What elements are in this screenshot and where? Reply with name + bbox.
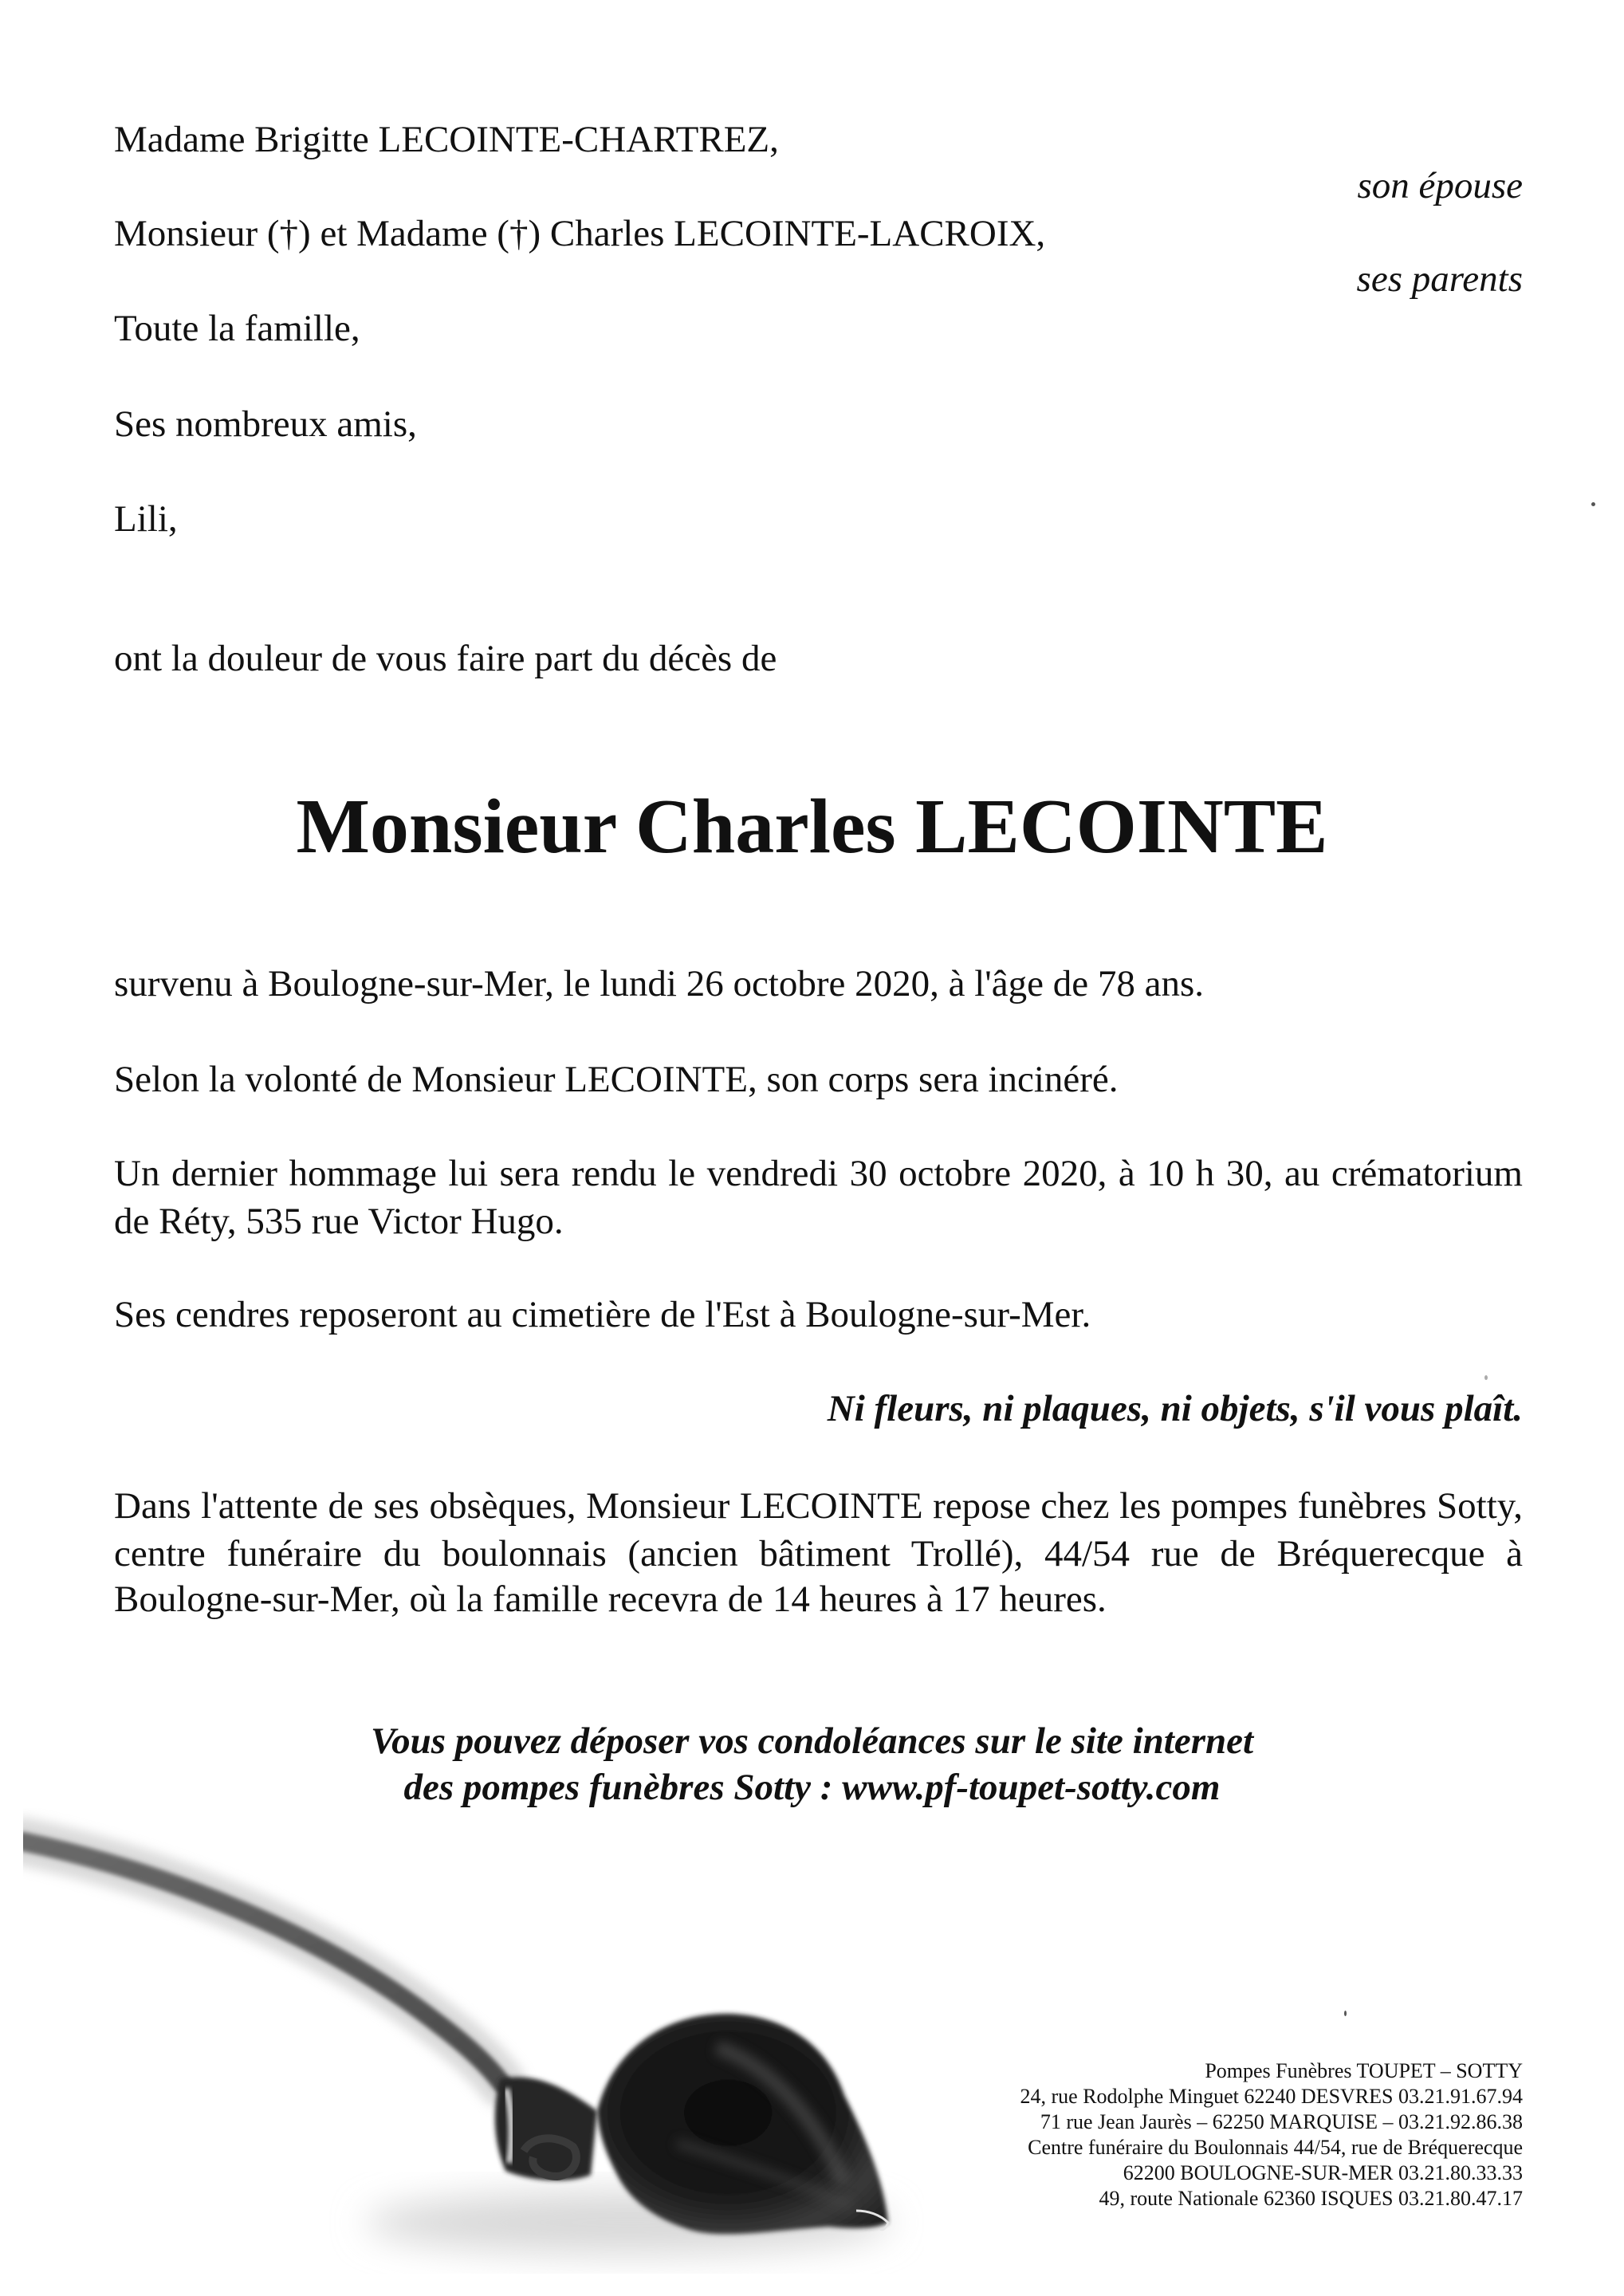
- calla-lily-photo: [23, 1808, 924, 2286]
- friends-line: Ses nombreux amis,: [114, 403, 417, 445]
- no-flowers-note: Ni fleurs, ni plaques, ni objets, s'il vous plaît.: [827, 1388, 1523, 1429]
- rest-line-3: Boulogne-sur-Mer, où la famille recevra de 14 heures à 17 heures.: [114, 1578, 1107, 1620]
- death-details: survenu à Boulogne-sur-Mer, le lundi 26 octobre 2020, à l'âge de 78 ans.: [114, 963, 1204, 1005]
- tribute-line-2: de Réty, 535 rue Victor Hugo.: [114, 1201, 564, 1242]
- family-line: Toute la famille,: [114, 308, 360, 349]
- footer-address-boulogne: 62200 BOULOGNE-SUR-MER 03.21.80.33.33: [1123, 2161, 1523, 2184]
- parents-role: ses parents: [1356, 258, 1523, 300]
- tribute-line-1: Un dernier hommage lui sera rendu le vendredi 30 octobre 2020, à 10 h 30, au crématorium: [114, 1153, 1523, 1194]
- condolences-line-1: Vous pouvez déposer vos condoléances sur le site internet: [370, 1720, 1254, 1762]
- footer-address-desvres: 24, rue Rodolphe Minguet 62240 DESVRES 03.21.91.67.94: [1020, 2085, 1523, 2108]
- parents-line: Monsieur (†) et Madame (†) Charles LECOINTE-LACROIX,: [114, 213, 1046, 254]
- scan-speck: [1344, 2011, 1347, 2016]
- footer-address-marquise: 71 rue Jean Jaurès – 62250 MARQUISE – 03.21.92.86.38: [1040, 2110, 1523, 2133]
- spouse-role: son épouse: [1357, 165, 1523, 206]
- ashes-note: Ses cendres reposeront au cimetière de l'Est à Boulogne-sur-Mer.: [114, 1294, 1091, 1335]
- intro-line: ont la douleur de vous faire part du décès de: [114, 638, 777, 679]
- footer-company-name: Pompes Funèbres TOUPET – SOTTY: [1205, 2059, 1523, 2082]
- scan-speck: [1484, 1375, 1488, 1380]
- footer-address-boulonnais: Centre funéraire du Boulonnais 44/54, rue de Bréquerecque: [1028, 2136, 1523, 2159]
- deceased-name-title: Monsieur Charles LECOINTE: [296, 784, 1328, 870]
- cremation-note: Selon la volonté de Monsieur LECOINTE, son corps sera incinéré.: [114, 1059, 1119, 1100]
- condolences-line-2: des pompes funèbres Sotty : www.pf-toupet-sotty.com: [403, 1767, 1221, 1808]
- rest-line-2: centre funéraire du boulonnais (ancien bâtiment Trollé), 44/54 rue de Bréquerecque à: [114, 1533, 1523, 1575]
- footer-address-isques: 49, route Nationale 62360 ISQUES 03.21.80.47.17: [1099, 2187, 1523, 2210]
- funeral-home-address-block: [1020, 2058, 1524, 2211]
- scan-speck: [1591, 502, 1595, 506]
- other-line: Lili,: [114, 498, 178, 540]
- spouse-line: Madame Brigitte LECOINTE-CHARTREZ,: [114, 119, 779, 160]
- rest-line-1: Dans l'attente de ses obsèques, Monsieur LECOINTE repose chez les pompes funèbres Sotty,: [114, 1485, 1523, 1527]
